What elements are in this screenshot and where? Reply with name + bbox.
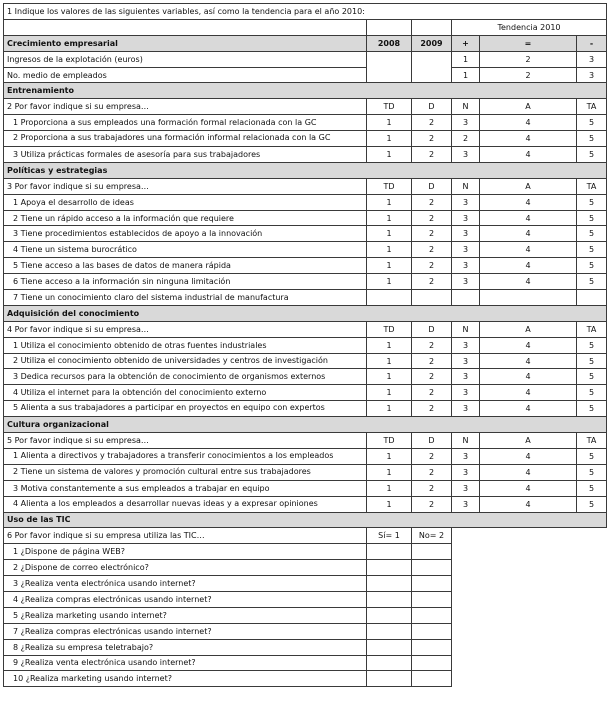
scale-value: 5	[577, 274, 607, 290]
scale-value: 1	[367, 242, 412, 258]
scale-value: 5	[577, 464, 607, 480]
item-label: 1 Proporciona a sus empleados una formación formal relacionada con la GC	[4, 115, 367, 131]
scale-header-row	[4, 321, 607, 337]
scale-value: 2	[412, 115, 452, 131]
blank-area	[452, 528, 607, 687]
tic-yes-label: Sí= 1	[367, 528, 412, 544]
scale-value: 5	[577, 210, 607, 226]
item-label: 3 Motiva constantemente a sus empleados a trabajar en equipo	[4, 480, 367, 496]
scale-value: 2	[412, 226, 452, 242]
scale-value: 1	[367, 337, 412, 353]
scale-value: 5	[577, 115, 607, 131]
blank-cell	[367, 19, 412, 35]
tic-item-label: 1 ¿Dispone de página WEB?	[4, 544, 367, 560]
scale-header: TA	[577, 178, 607, 194]
scale-header: A	[480, 321, 577, 337]
scale-value: 3	[452, 353, 480, 369]
tic-no-cell	[412, 639, 452, 655]
scale-value	[480, 290, 577, 306]
tic-item-label: 7 ¿Realiza compras electrónicas usando internet?	[4, 623, 367, 639]
scale-value: 3	[452, 274, 480, 290]
trend-plus: 1	[452, 51, 480, 67]
scale-value: 2	[412, 401, 452, 417]
scale-value: 2	[412, 496, 452, 512]
scale-value: 1	[367, 258, 412, 274]
tic-yes-cell	[367, 655, 412, 671]
item-label: 6 Tiene acceso a la información sin ninguna limitación	[4, 274, 367, 290]
tic-item-label: 8 ¿Realiza su empresa teletrabajo?	[4, 639, 367, 655]
scale-value: 2	[412, 369, 452, 385]
scale-header-row	[4, 433, 607, 449]
intro-row	[4, 4, 607, 20]
scale-header: TD	[367, 433, 412, 449]
tic-yes-cell	[367, 639, 412, 655]
scale-header: TA	[577, 433, 607, 449]
scale-value: 3	[452, 115, 480, 131]
scale-value: 5	[577, 131, 607, 147]
tic-yes-cell	[367, 607, 412, 623]
col-plus: +	[452, 35, 480, 51]
scale-value: 3	[452, 258, 480, 274]
tendencia-title: Tendencia 2010	[452, 19, 607, 35]
scale-value: 3	[452, 464, 480, 480]
tic-title: Uso de las TIC	[4, 512, 607, 528]
item-row	[4, 385, 607, 401]
scale-value: 5	[577, 194, 607, 210]
item-label: 2 Proporciona a sus trabajadores una formación informal relacionada con la GC	[4, 131, 367, 147]
scale-value: 3	[452, 226, 480, 242]
item-label: 4 Utiliza el internet para la obtención del conocimiento externo	[4, 385, 367, 401]
col-minus: -	[577, 35, 607, 51]
scale-value: 1	[367, 401, 412, 417]
item-row	[4, 131, 607, 147]
growth-label: No. medio de empleados	[4, 67, 367, 83]
scale-header: N	[452, 99, 480, 115]
item-label: 4 Alienta a los empleados a desarrollar nuevas ideas y a expresar opiniones	[4, 496, 367, 512]
scale-value: 5	[577, 401, 607, 417]
item-row	[4, 337, 607, 353]
tic-item-label: 2 ¿Dispone de correo electrónico?	[4, 560, 367, 576]
scale-value: 2	[412, 480, 452, 496]
section-question: 5 Por favor indique si su empresa…	[4, 433, 367, 449]
scale-value: 4	[480, 369, 577, 385]
scale-value: 5	[577, 337, 607, 353]
item-label: 2 Tiene un sistema de valores y promoción cultural entre sus trabajadores	[4, 464, 367, 480]
section-title: Cultura organizacional	[4, 417, 607, 433]
item-row	[4, 290, 607, 306]
scale-value: 1	[367, 274, 412, 290]
scale-header: D	[412, 433, 452, 449]
scale-value: 5	[577, 448, 607, 464]
section-title: Entrenamiento	[4, 83, 607, 99]
item-row	[4, 258, 607, 274]
item-label: 1 Apoya el desarrollo de ideas	[4, 194, 367, 210]
scale-value: 3	[452, 369, 480, 385]
item-row	[4, 369, 607, 385]
scale-value: 4	[480, 274, 577, 290]
section-question: 3 Por favor indique si su empresa…	[4, 178, 367, 194]
scale-value: 4	[480, 242, 577, 258]
intro-text: 1 Indique los valores de las siguientes variables, así como la tendencia para el año 2010:	[4, 4, 607, 20]
scale-header: N	[452, 178, 480, 194]
scale-value: 1	[367, 464, 412, 480]
tic-item-label: 10 ¿Realiza marketing usando internet?	[4, 671, 367, 687]
tic-yes-cell	[367, 576, 412, 592]
scale-value: 4	[480, 353, 577, 369]
growth-row	[4, 67, 607, 83]
col-2008: 2008	[367, 35, 412, 51]
scale-value: 1	[367, 115, 412, 131]
scale-value: 5	[577, 226, 607, 242]
tic-item-label: 5 ¿Realiza marketing usando internet?	[4, 607, 367, 623]
tic-no-cell	[412, 560, 452, 576]
scale-value: 1	[367, 353, 412, 369]
tic-yes-cell	[367, 544, 412, 560]
scale-value: 5	[577, 385, 607, 401]
item-label: 5 Tiene acceso a las bases de datos de manera rápida	[4, 258, 367, 274]
item-label: 3 Dedica recursos para la obtención de conocimiento de organismos externos	[4, 369, 367, 385]
scale-value: 4	[480, 448, 577, 464]
item-row	[4, 194, 607, 210]
blank-cell	[412, 19, 452, 35]
item-label: 3 Utiliza prácticas formales de asesoría para sus trabajadores	[4, 147, 367, 163]
scale-value: 2	[412, 353, 452, 369]
scale-value: 1	[367, 147, 412, 163]
scale-value: 3	[452, 496, 480, 512]
scale-header-row	[4, 178, 607, 194]
scale-value: 3	[452, 480, 480, 496]
scale-header: TD	[367, 321, 412, 337]
scale-value: 1	[367, 194, 412, 210]
questionnaire-table	[3, 3, 607, 687]
tic-yes-cell	[367, 560, 412, 576]
scale-value: 4	[480, 496, 577, 512]
scale-header: D	[412, 178, 452, 194]
tic-item-label: 9 ¿Realiza venta electrónica usando internet?	[4, 655, 367, 671]
scale-value: 2	[412, 210, 452, 226]
item-label: 2 Tiene un rápido acceso a la información que requiere	[4, 210, 367, 226]
scale-value: 2	[412, 464, 452, 480]
scale-value: 1	[367, 448, 412, 464]
scale-value: 1	[367, 369, 412, 385]
scale-value: 4	[480, 464, 577, 480]
item-label: 3 Tiene procedimientos establecidos de apoyo a la innovación	[4, 226, 367, 242]
growth-header-row	[4, 35, 607, 51]
scale-header: N	[452, 321, 480, 337]
tic-question-row	[4, 528, 607, 544]
item-row	[4, 353, 607, 369]
questionnaire-sheet	[3, 3, 607, 687]
section-question: 2 Por favor indique si su empresa…	[4, 99, 367, 115]
scale-value: 5	[577, 258, 607, 274]
scale-value: 4	[480, 258, 577, 274]
scale-value: 4	[480, 337, 577, 353]
scale-value: 4	[480, 194, 577, 210]
item-label: 7 Tiene un conocimiento claro del sistema industrial de manufactura	[4, 290, 367, 306]
scale-value: 1	[367, 385, 412, 401]
scale-value: 3	[452, 337, 480, 353]
scale-header: TD	[367, 178, 412, 194]
scale-value: 2	[412, 147, 452, 163]
scale-value: 3	[452, 385, 480, 401]
scale-header: N	[452, 433, 480, 449]
item-row	[4, 147, 607, 163]
scale-value	[412, 290, 452, 306]
scale-value: 2	[412, 194, 452, 210]
scale-value	[367, 290, 412, 306]
scale-header: A	[480, 178, 577, 194]
item-row	[4, 448, 607, 464]
section-title-row	[4, 83, 607, 99]
tic-no-cell	[412, 544, 452, 560]
scale-value: 5	[577, 480, 607, 496]
tic-no-cell	[412, 671, 452, 687]
item-row	[4, 274, 607, 290]
scale-header: A	[480, 433, 577, 449]
scale-value: 1	[367, 131, 412, 147]
scale-value: 5	[577, 353, 607, 369]
item-row	[4, 210, 607, 226]
scale-value: 4	[480, 210, 577, 226]
scale-value: 4	[480, 147, 577, 163]
scale-value: 5	[577, 496, 607, 512]
growth-label: Ingresos de la explotación (euros)	[4, 51, 367, 67]
scale-header: TA	[577, 99, 607, 115]
item-row	[4, 226, 607, 242]
tendencia-row	[4, 19, 607, 35]
scale-value: 4	[480, 480, 577, 496]
section-question: 4 Por favor indique si su empresa…	[4, 321, 367, 337]
scale-value: 4	[480, 401, 577, 417]
scale-value: 2	[412, 242, 452, 258]
value-2009	[412, 51, 452, 83]
growth-title: Crecimiento empresarial	[4, 35, 367, 51]
tic-no-cell	[412, 591, 452, 607]
item-row	[4, 242, 607, 258]
tic-no-cell	[412, 655, 452, 671]
item-row	[4, 115, 607, 131]
scale-value: 5	[577, 369, 607, 385]
section-title: Adquisición del conocimiento	[4, 305, 607, 321]
scale-value	[452, 290, 480, 306]
item-label: 1 Alienta a directivos y trabajadores a transferir conocimientos a los empleados	[4, 448, 367, 464]
scale-value: 3	[452, 194, 480, 210]
scale-header: D	[412, 99, 452, 115]
section-title-row	[4, 162, 607, 178]
scale-value: 5	[577, 242, 607, 258]
growth-row	[4, 51, 607, 67]
scale-value: 3	[452, 147, 480, 163]
section-title: Políticas y estrategias	[4, 162, 607, 178]
section-title-row	[4, 417, 607, 433]
scale-header: TD	[367, 99, 412, 115]
scale-value: 4	[480, 131, 577, 147]
trend-plus: 1	[452, 67, 480, 83]
item-label: 5 Alienta a sus trabajadores a participar en proyectos en equipo con expertos	[4, 401, 367, 417]
scale-value: 2	[412, 385, 452, 401]
item-label: 2 Utiliza el conocimiento obtenido de universidades y centros de investigación	[4, 353, 367, 369]
tic-no-cell	[412, 576, 452, 592]
scale-header-row	[4, 99, 607, 115]
item-row	[4, 464, 607, 480]
scale-header: D	[412, 321, 452, 337]
scale-value: 3	[452, 210, 480, 226]
scale-value: 1	[367, 226, 412, 242]
col-2009: 2009	[412, 35, 452, 51]
section-title-row	[4, 305, 607, 321]
tic-title-row	[4, 512, 607, 528]
scale-value: 2	[412, 337, 452, 353]
trend-minus: 3	[577, 67, 607, 83]
scale-value: 1	[367, 496, 412, 512]
tic-question: 6 Por favor indique si su empresa utiliza las TIC…	[4, 528, 367, 544]
scale-value: 2	[412, 131, 452, 147]
blank-cell	[4, 19, 367, 35]
trend-equal: 2	[480, 67, 577, 83]
scale-value: 3	[452, 242, 480, 258]
item-row	[4, 401, 607, 417]
scale-value: 4	[480, 226, 577, 242]
scale-header: A	[480, 99, 577, 115]
item-label: 1 Utiliza el conocimiento obtenido de otras fuentes industriales	[4, 337, 367, 353]
scale-value: 5	[577, 147, 607, 163]
scale-value: 2	[412, 448, 452, 464]
tic-yes-cell	[367, 623, 412, 639]
scale-header: TA	[577, 321, 607, 337]
tic-item-label: 4 ¿Realiza compras electrónicas usando internet?	[4, 591, 367, 607]
tic-no-label: No= 2	[412, 528, 452, 544]
scale-value: 2	[412, 258, 452, 274]
scale-value: 2	[412, 274, 452, 290]
value-2008	[367, 51, 412, 83]
trend-equal: 2	[480, 51, 577, 67]
scale-value: 1	[367, 210, 412, 226]
scale-value: 1	[367, 480, 412, 496]
item-label: 4 Tiene un sistema burocrático	[4, 242, 367, 258]
scale-value: 2	[452, 131, 480, 147]
tic-no-cell	[412, 623, 452, 639]
col-equal: =	[480, 35, 577, 51]
scale-value: 3	[452, 401, 480, 417]
scale-value: 3	[452, 448, 480, 464]
scale-value: 4	[480, 115, 577, 131]
tic-yes-cell	[367, 671, 412, 687]
tic-no-cell	[412, 607, 452, 623]
scale-value	[577, 290, 607, 306]
tic-yes-cell	[367, 591, 412, 607]
trend-minus: 3	[577, 51, 607, 67]
item-row	[4, 496, 607, 512]
scale-value: 4	[480, 385, 577, 401]
item-row	[4, 480, 607, 496]
tic-item-label: 3 ¿Realiza venta electrónica usando internet?	[4, 576, 367, 592]
